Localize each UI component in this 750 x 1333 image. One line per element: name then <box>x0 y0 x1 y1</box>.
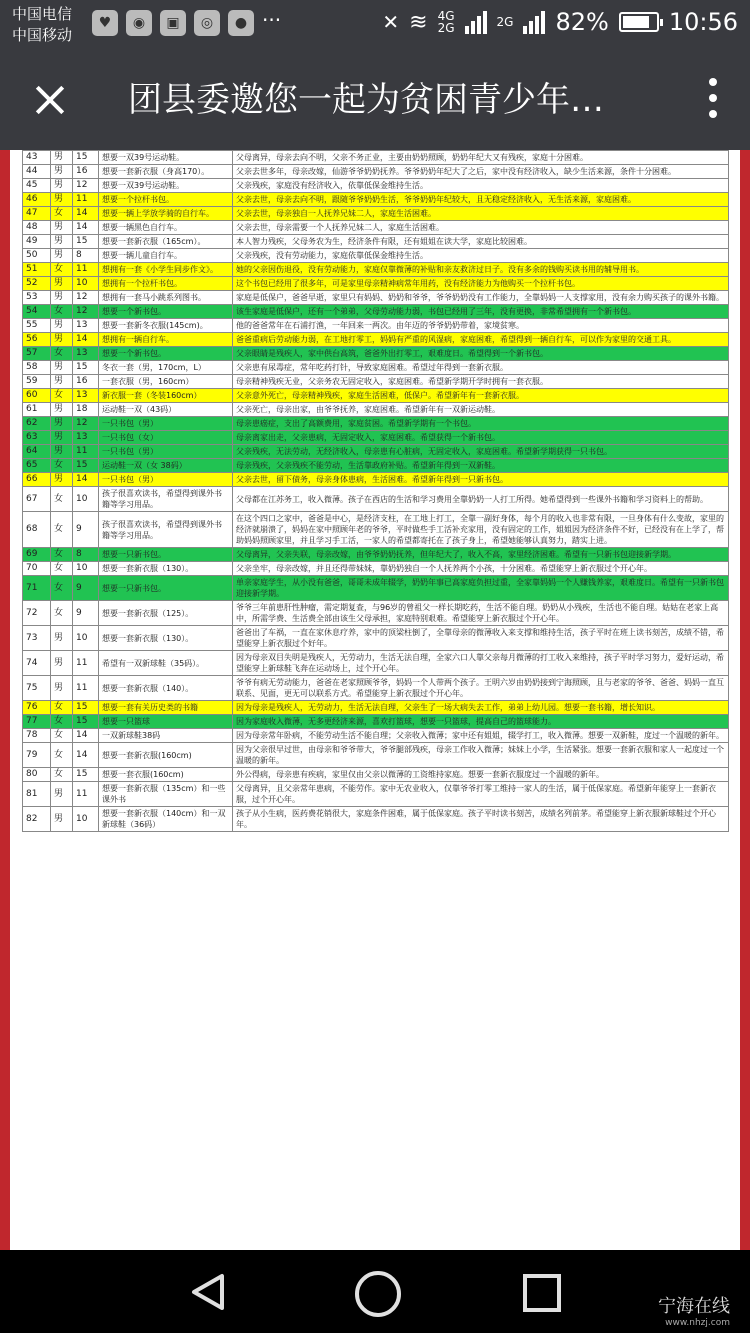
row-wish: 想要一套新衣服（130）。 <box>99 562 233 576</box>
row-description: 家庭是低保户，爸爸早逝，家里只有妈妈、奶奶和爷爷，爷爷奶奶没有工作能力，全靠妈妈一人支撑家用，没有余力购买孩子的课外书籍。 <box>233 291 729 305</box>
row-wish: 想要一双39号运动鞋。 <box>99 151 233 165</box>
row-gender: 女 <box>51 701 73 715</box>
row-number: 49 <box>23 235 51 249</box>
row-number: 72 <box>23 601 51 626</box>
row-age: 15 <box>73 768 99 782</box>
row-gender: 男 <box>51 807 73 832</box>
row-age: 15 <box>73 151 99 165</box>
row-gender: 男 <box>51 193 73 207</box>
row-number: 60 <box>23 389 51 403</box>
row-gender: 男 <box>51 473 73 487</box>
title-bar <box>0 50 750 150</box>
table-row <box>23 249 729 263</box>
row-wish: 想要一套新衣服（140）。 <box>99 676 233 701</box>
row-description: 单亲家庭学生，从小没有爸爸，哥哥未成年辍学，奶奶年事已高家庭负担过重，全家靠妈妈一个人赚钱养家，艰难度日。希望有一只新书包迎接新学期。 <box>233 576 729 601</box>
row-description: 父母离异，父亲失联，母亲改嫁，由爷爷奶奶抚养，但年纪大了，收入不高，家里经济困难。希望有一只新书包迎接新学期。 <box>233 548 729 562</box>
row-wish: 孩子很喜欢读书，希望得到课外书籍等学习用品。 <box>99 512 233 548</box>
close-icon[interactable] <box>20 75 80 125</box>
red-border-left <box>0 150 10 1250</box>
row-age: 11 <box>73 651 99 676</box>
system-status <box>382 8 738 36</box>
row-age: 14 <box>73 221 99 235</box>
row-description: 该生家庭是低保户，还有一个弟弟，父母劳动能力弱，书包已经用了三年，没有更换，非常希望拥有一个新书包。 <box>233 305 729 319</box>
row-number: 44 <box>23 165 51 179</box>
row-gender: 男 <box>51 417 73 431</box>
row-description: 父亲残疾，没有劳动能力，家庭依靠低保金维持生活。 <box>233 249 729 263</box>
row-gender: 男 <box>51 319 73 333</box>
row-number: 62 <box>23 417 51 431</box>
row-age: 16 <box>73 165 99 179</box>
row-number: 75 <box>23 676 51 701</box>
row-wish: 想要一个新书包。 <box>99 347 233 361</box>
carrier-1: 中国电信 <box>12 5 73 23</box>
row-age: 15 <box>73 235 99 249</box>
row-age: 14 <box>73 743 99 768</box>
row-age: 10 <box>73 277 99 291</box>
table-row <box>23 417 729 431</box>
table-row <box>23 207 729 221</box>
row-number: 53 <box>23 291 51 305</box>
row-wish: 想要一只篮球 <box>99 715 233 729</box>
row-description: 父亲死亡，母亲出家，由爷爷抚养，家庭困难。希望新年有一双新运动鞋。 <box>233 403 729 417</box>
row-age: 15 <box>73 459 99 473</box>
row-gender: 女 <box>51 562 73 576</box>
carrier-info <box>12 4 72 46</box>
row-gender: 男 <box>51 165 73 179</box>
row-age: 14 <box>73 207 99 221</box>
row-description: 母亲精神残疾无业，父亲务农无固定收入，家庭困难。希望新学期开学时拥有一套衣服。 <box>233 375 729 389</box>
row-age: 10 <box>73 562 99 576</box>
row-number: 64 <box>23 445 51 459</box>
row-gender: 女 <box>51 729 73 743</box>
row-gender: 男 <box>51 235 73 249</box>
row-number: 68 <box>23 512 51 548</box>
red-border-right <box>740 150 750 1250</box>
row-description: 爷爷有病无劳动能力，爸爸在老家照顾爷爷，妈妈一个人带两个孩子。王明六岁由奶奶接到宁海照顾，且与老家的爷爷、爸爸、妈妈一直互联系、见面，更无可以联系方式。希望能穿上新衣服过个开心年。 <box>233 676 729 701</box>
row-age: 16 <box>73 375 99 389</box>
row-number: 47 <box>23 207 51 221</box>
row-wish: 运动鞋一双（43码） <box>99 403 233 417</box>
row-description: 父亲残疾，家庭没有经济收入，依靠低保金维持生活。 <box>233 179 729 193</box>
more-menu-icon[interactable] <box>706 78 720 124</box>
row-wish: 一只书包（女） <box>99 431 233 445</box>
table-row <box>23 221 729 235</box>
row-gender: 男 <box>51 333 73 347</box>
row-description: 父亲残疾，无法劳动，无经济收入，母亲患有心脏病，无固定收入，家庭困难。希望新学期获得一只书包。 <box>233 445 729 459</box>
carrier-2: 中国移动 <box>12 26 73 44</box>
row-gender: 女 <box>51 459 73 473</box>
table-row <box>23 548 729 562</box>
network-type: 4G 2G <box>437 9 455 35</box>
watermark-brand: 宁海在线 <box>658 1296 730 1317</box>
table-row <box>23 403 729 417</box>
row-number: 77 <box>23 715 51 729</box>
article-content[interactable] <box>0 150 750 1250</box>
row-description: 父亲去世多年，母亲改嫁，仙游爷爷奶奶抚养。爷爷奶奶年纪大了之后，家中没有经济收入，缺少生活来源，条件十分困难。 <box>233 165 729 179</box>
wifi-icon: ≋ <box>409 9 428 35</box>
row-gender: 女 <box>51 715 73 729</box>
row-gender: 男 <box>51 277 73 291</box>
row-age: 12 <box>73 291 99 305</box>
table-row <box>23 512 729 548</box>
row-description: 父亲意外死亡，母亲精神残疾，家庭生活困难，低保户。希望新年有一套新衣服。 <box>233 389 729 403</box>
row-wish: 想要一套新衣服（身高170）。 <box>99 165 233 179</box>
row-age: 10 <box>73 487 99 512</box>
row-age: 9 <box>73 601 99 626</box>
app-icon: ● <box>228 10 254 36</box>
row-description: 爷爷三年前患肝性肿瘤，需定期复查，与96岁的曾祖父一样长期吃药，生活不能自理。奶奶从小残疾，生活也不能自理。姑姑在老家上高中，所需学费、生活费全部由该生父母承担，家庭特别艰难。希望能穿上新衣服过个开心年。 <box>233 601 729 626</box>
row-number: 51 <box>23 263 51 277</box>
row-description: 母亲离家出走，父亲患病，无固定收入，家庭困难。希望获得一个新书包。 <box>233 431 729 445</box>
table-row <box>23 715 729 729</box>
table-row <box>23 333 729 347</box>
row-description: 父亲坐牢，母亲改嫁，并且还得带妹妹，靠奶奶独自一个人抚养两个小孩，十分困难。希望能穿上新衣服过个开心年。 <box>233 562 729 576</box>
row-wish: 想要一套新衣服（125）。 <box>99 601 233 626</box>
row-description: 父亲去世，留下债务，母亲身体患病，生活困难。希望新年得到一只新书包。 <box>233 473 729 487</box>
table-row <box>23 151 729 165</box>
row-age: 8 <box>73 249 99 263</box>
row-gender: 男 <box>51 179 73 193</box>
more-notifications-icon: ··· <box>262 8 282 32</box>
row-description: 父亲去世，母亲独自一人抚养兄妹二人，家庭生活困难。 <box>233 207 729 221</box>
row-age: 11 <box>73 445 99 459</box>
row-age: 14 <box>73 729 99 743</box>
table-row <box>23 576 729 601</box>
table-row <box>23 165 729 179</box>
row-wish: 运动鞋一双（女 38码） <box>99 459 233 473</box>
table-row <box>23 347 729 361</box>
table-row <box>23 701 729 715</box>
row-number: 80 <box>23 768 51 782</box>
table-row <box>23 768 729 782</box>
row-gender: 男 <box>51 221 73 235</box>
row-description: 外公得病，母亲患有疾病，家里仅由父亲以微薄的工资维持家庭。想要一套新衣服度过一个温暖的新年。 <box>233 768 729 782</box>
row-gender: 男 <box>51 445 73 459</box>
row-gender: 女 <box>51 576 73 601</box>
row-age: 13 <box>73 431 99 445</box>
row-wish: 一只书包（男） <box>99 417 233 431</box>
row-number: 81 <box>23 782 51 807</box>
row-gender: 女 <box>51 207 73 221</box>
row-wish: 想要一套新衣服（130）。 <box>99 626 233 651</box>
status-bar <box>0 0 750 50</box>
row-wish: 想要一套衣服(160cm) <box>99 768 233 782</box>
row-description: 这个书包已经用了很多年，可是家里母亲精神病常年用药，没有经济能力为他购买一个拉杆书包。 <box>233 277 729 291</box>
row-description: 她的父亲因伤退役，没有劳动能力，家庭仅靠微薄的补贴和亲友救济过日子。没有多余的钱购买读书用的辅导用书。 <box>233 263 729 277</box>
table-row <box>23 235 729 249</box>
row-age: 14 <box>73 473 99 487</box>
table-row <box>23 361 729 375</box>
row-number: 58 <box>23 361 51 375</box>
row-description: 父亲去世，母亲去向不明，跟随爷爷奶奶生活，爷爷奶奶年纪较大，且无稳定经济收入，无生活来源，家庭困难。 <box>233 193 729 207</box>
table-row <box>23 319 729 333</box>
row-gender: 女 <box>51 487 73 512</box>
row-age: 12 <box>73 305 99 319</box>
wish-list-image <box>22 150 728 832</box>
watermark-url: www.nhzj.com <box>665 1318 730 1328</box>
row-gender: 女 <box>51 743 73 768</box>
row-wish: 想拥有一套《小学生同步作文》。 <box>99 263 233 277</box>
row-number: 56 <box>23 333 51 347</box>
row-wish: 想要一只新书包。 <box>99 548 233 562</box>
row-description: 父母都在江苏务工，收入微薄。孩子在西店的生活和学习费用全靠奶奶一人打工所得。她希望得到一些课外书籍和学习资料上的帮助。 <box>233 487 729 512</box>
row-description: 父母离异，且父亲常年患病，不能劳作。家中无农业收入，仅靠爷爷打零工维持一家人的生活，属于低保家庭。希望新年能穿上一套新衣服，过个开心年。 <box>233 782 729 807</box>
table-row <box>23 291 729 305</box>
row-description: 母亲残疾，父亲残疾不能劳动，生活靠政府补贴。希望新年得到一双新鞋。 <box>233 459 729 473</box>
row-age: 8 <box>73 548 99 562</box>
table-row <box>23 193 729 207</box>
row-number: 71 <box>23 576 51 601</box>
row-age: 15 <box>73 361 99 375</box>
table-row <box>23 459 729 473</box>
row-number: 52 <box>23 277 51 291</box>
clock: 10:56 <box>668 8 738 36</box>
battery-percent: 82% <box>555 8 609 36</box>
row-number: 82 <box>23 807 51 832</box>
row-wish: 想拥有一辆自行车。 <box>99 333 233 347</box>
row-wish: 想要一双39号运动鞋。 <box>99 179 233 193</box>
row-number: 50 <box>23 249 51 263</box>
row-age: 18 <box>73 403 99 417</box>
row-description: 父亲去世，母亲需要一个人抚养兄妹二人，家庭生活困难。 <box>233 221 729 235</box>
row-wish: 想要一个拉杆书包。 <box>99 193 233 207</box>
row-gender: 男 <box>51 375 73 389</box>
row-wish: 想要一个新书包。 <box>99 305 233 319</box>
table-row <box>23 473 729 487</box>
row-age: 11 <box>73 193 99 207</box>
table-row <box>23 676 729 701</box>
row-gender: 女 <box>51 305 73 319</box>
row-gender: 女 <box>51 548 73 562</box>
row-gender: 男 <box>51 782 73 807</box>
row-gender: 女 <box>51 601 73 626</box>
row-gender: 男 <box>51 676 73 701</box>
row-description: 在这个四口之家中，爸爸是中心，是经济支柱，在工地上打工，全靠一副好身体，每个月的收入也非常有限，一旦身体有什么变故，家里的经济就崩溃了，妈妈在家中照顾年老的爷爷，平时做些手工活补充家用，没有固定的工作，姐姐因为经济条件不好，已经没有在上学了，帮助妈妈照顾家里，并且学习手工活，一家人的希望都寄托在了孩子身上，希望她能够认真努力，踏实上进。 <box>233 512 729 548</box>
row-wish: 想要一只新书包。 <box>99 576 233 601</box>
table-row <box>23 601 729 626</box>
row-number: 54 <box>23 305 51 319</box>
signal-icon-2 <box>523 10 545 34</box>
row-description: 爸爸重病后劳动能力弱，在工地打零工，妈妈有严重的风湿病，家庭困难，希望得到一辆自行车，可以作为家里的交通工具。 <box>233 333 729 347</box>
row-description: 他的爸爸常年在石浦打渔，一年回来一两次。由年迈的爷爷奶奶带着，家境贫寒。 <box>233 319 729 333</box>
row-gender: 男 <box>51 151 73 165</box>
row-wish: 一只书包（男） <box>99 445 233 459</box>
row-age: 15 <box>73 701 99 715</box>
table-row <box>23 263 729 277</box>
row-age: 13 <box>73 347 99 361</box>
table-row <box>23 743 729 768</box>
row-number: 78 <box>23 729 51 743</box>
table-row <box>23 729 729 743</box>
row-gender: 女 <box>51 347 73 361</box>
row-wish: 孩子很喜欢读书，希望得到课外书籍等学习用品。 <box>99 487 233 512</box>
row-wish: 想要一辆儿童自行车。 <box>99 249 233 263</box>
row-number: 43 <box>23 151 51 165</box>
row-wish: 一双新球鞋38码 <box>99 729 233 743</box>
row-wish: 想要一套新衣服（135cm）和一些课外书 <box>99 782 233 807</box>
row-number: 45 <box>23 179 51 193</box>
row-description: 父亲患有尿毒症，常年吃药打针，导致家庭困难。希望过年得到一套新衣服。 <box>233 361 729 375</box>
row-number: 59 <box>23 375 51 389</box>
table-row <box>23 807 729 832</box>
row-wish: 想要一套新冬衣服(145cm)。 <box>99 319 233 333</box>
row-number: 46 <box>23 193 51 207</box>
row-gender: 男 <box>51 651 73 676</box>
row-gender: 男 <box>51 626 73 651</box>
row-number: 55 <box>23 319 51 333</box>
sina-icon: ◎ <box>194 10 220 36</box>
row-description: 因为母亲是残疾人，无劳动力，生活无法自理，父亲生了一场大病失去工作，弟弟上幼儿园。想要一套书籍，增长知识。 <box>233 701 729 715</box>
row-age: 13 <box>73 389 99 403</box>
row-gender: 男 <box>51 361 73 375</box>
row-wish: 新衣服一套（冬装160cm） <box>99 389 233 403</box>
row-wish: 想要一套新衣服（140cm）和一双新球鞋（36码） <box>99 807 233 832</box>
watermark <box>658 1292 730 1328</box>
row-wish: 希望有一双新球鞋（35码）。 <box>99 651 233 676</box>
table-row <box>23 305 729 319</box>
row-gender: 女 <box>51 263 73 277</box>
row-description: 父亲眼睛是残疾人，家中供台高筑，爸爸外出打零工，艰难度日。希望得到一个新书包。 <box>233 347 729 361</box>
row-wish: 想拥有一个拉杆书包。 <box>99 277 233 291</box>
row-wish: 想要一套新衣服（165cm）。 <box>99 235 233 249</box>
row-wish: 想要一套有关历史类的书籍 <box>99 701 233 715</box>
row-number: 73 <box>23 626 51 651</box>
notification-icons <box>92 10 288 36</box>
row-wish: 一只书包（男） <box>99 473 233 487</box>
row-age: 11 <box>73 676 99 701</box>
row-description: 本人智力残疾，父母务农为生，经济条件有限，还有姐姐在读大学，家庭比较困难。 <box>233 235 729 249</box>
row-age: 13 <box>73 319 99 333</box>
row-wish: 一套衣服（男，160cm） <box>99 375 233 389</box>
row-number: 69 <box>23 548 51 562</box>
row-number: 66 <box>23 473 51 487</box>
navigation-bar <box>0 1250 750 1333</box>
row-gender: 男 <box>51 403 73 417</box>
row-number: 70 <box>23 562 51 576</box>
row-gender: 女 <box>51 768 73 782</box>
row-age: 10 <box>73 626 99 651</box>
signal-icon <box>465 10 487 34</box>
row-description: 因为母亲双目失明是残疾人，无劳动力，生活无法自理，全家六口人靠父亲每月微薄的打工收入来维持，孩子平时学习努力，爱好运动，希望能穿上新球鞋飞奔在运动场上，过个开心年。 <box>233 651 729 676</box>
network-type-2: 2G <box>496 15 514 29</box>
row-age: 10 <box>73 807 99 832</box>
qq-icon: ◉ <box>126 10 152 36</box>
table-row <box>23 431 729 445</box>
table-row <box>23 179 729 193</box>
row-age: 12 <box>73 417 99 431</box>
row-description: 因为父亲很早过世，由母亲和爷爷带大，爷爷腿部残疾，母亲工作收入微薄；妹妹上小学，生活紧张。想要一套新衣服和家人一起度过一个温暖的新年。 <box>233 743 729 768</box>
row-description: 因为家庭收入微薄，无多更经济来源，喜欢打篮球，想要一只篮球，提高自己的篮球能力。 <box>233 715 729 729</box>
row-description: 父母离异，母亲去向不明，父亲不务正业，主要由奶奶照顾，奶奶年纪大又有残疾，家庭十分困难。 <box>233 151 729 165</box>
row-gender: 男 <box>51 249 73 263</box>
row-number: 76 <box>23 701 51 715</box>
row-age: 14 <box>73 333 99 347</box>
table-row <box>23 487 729 512</box>
row-number: 63 <box>23 431 51 445</box>
table-row <box>23 651 729 676</box>
table-row <box>23 389 729 403</box>
row-wish: 想拥有一套马小跳系列图书。 <box>99 291 233 305</box>
row-number: 57 <box>23 347 51 361</box>
row-gender: 女 <box>51 389 73 403</box>
wish-table <box>22 150 729 832</box>
recent-apps-icon[interactable] <box>523 1274 561 1312</box>
row-wish: 冬衣一套（男，170cm，L） <box>99 361 233 375</box>
row-number: 61 <box>23 403 51 417</box>
back-icon[interactable] <box>188 1272 228 1312</box>
row-gender: 女 <box>51 512 73 548</box>
table-row <box>23 375 729 389</box>
row-wish: 想要一辆上学放学骑的自行车。 <box>99 207 233 221</box>
table-row <box>23 626 729 651</box>
row-age: 11 <box>73 782 99 807</box>
table-row <box>23 562 729 576</box>
gallery-icon: ▣ <box>160 10 186 36</box>
battery-icon <box>619 12 659 32</box>
table-row <box>23 445 729 459</box>
home-icon[interactable] <box>355 1271 401 1317</box>
table-row <box>23 277 729 291</box>
row-description: 爸爸出了车祸，一直在家休息疗养，家中的顶梁柱倒了，全靠母亲的微薄收入来支撑和维持生活，孩子平时在班上读书刻苦，成绩不错，希望能穿上新衣服过个好年。 <box>233 626 729 651</box>
row-description: 因为母亲常年卧病，不能劳动生活不能自理；父亲收入微薄；家中还有姐姐，辍学打工，收入微薄。想要一双新鞋，度过一个温暖的新年。 <box>233 729 729 743</box>
row-number: 74 <box>23 651 51 676</box>
row-wish: 想要一辆黑色自行车。 <box>99 221 233 235</box>
row-number: 65 <box>23 459 51 473</box>
page-title: 团县委邀您一起为贫困青少年… <box>128 80 604 120</box>
row-wish: 想要一套新衣服(160cm) <box>99 743 233 768</box>
row-age: 9 <box>73 512 99 548</box>
row-age: 9 <box>73 576 99 601</box>
table-row <box>23 782 729 807</box>
row-gender: 男 <box>51 291 73 305</box>
row-age: 11 <box>73 263 99 277</box>
health-app-icon: ♥ <box>92 10 118 36</box>
row-gender: 男 <box>51 431 73 445</box>
mute-icon: ✕ <box>382 10 400 34</box>
row-description: 母亲患癌症，支出了高额费用，家庭贫困。希望新学期有一个书包。 <box>233 417 729 431</box>
row-number: 67 <box>23 487 51 512</box>
row-number: 79 <box>23 743 51 768</box>
row-description: 孩子从小生病，医药费花销很大，家庭条件困难，属于低保家庭。孩子平时读书刻苦，成绩名列前茅。希望能穿上新衣服新球鞋过个开心年。 <box>233 807 729 832</box>
row-age: 15 <box>73 715 99 729</box>
row-age: 12 <box>73 179 99 193</box>
row-number: 48 <box>23 221 51 235</box>
